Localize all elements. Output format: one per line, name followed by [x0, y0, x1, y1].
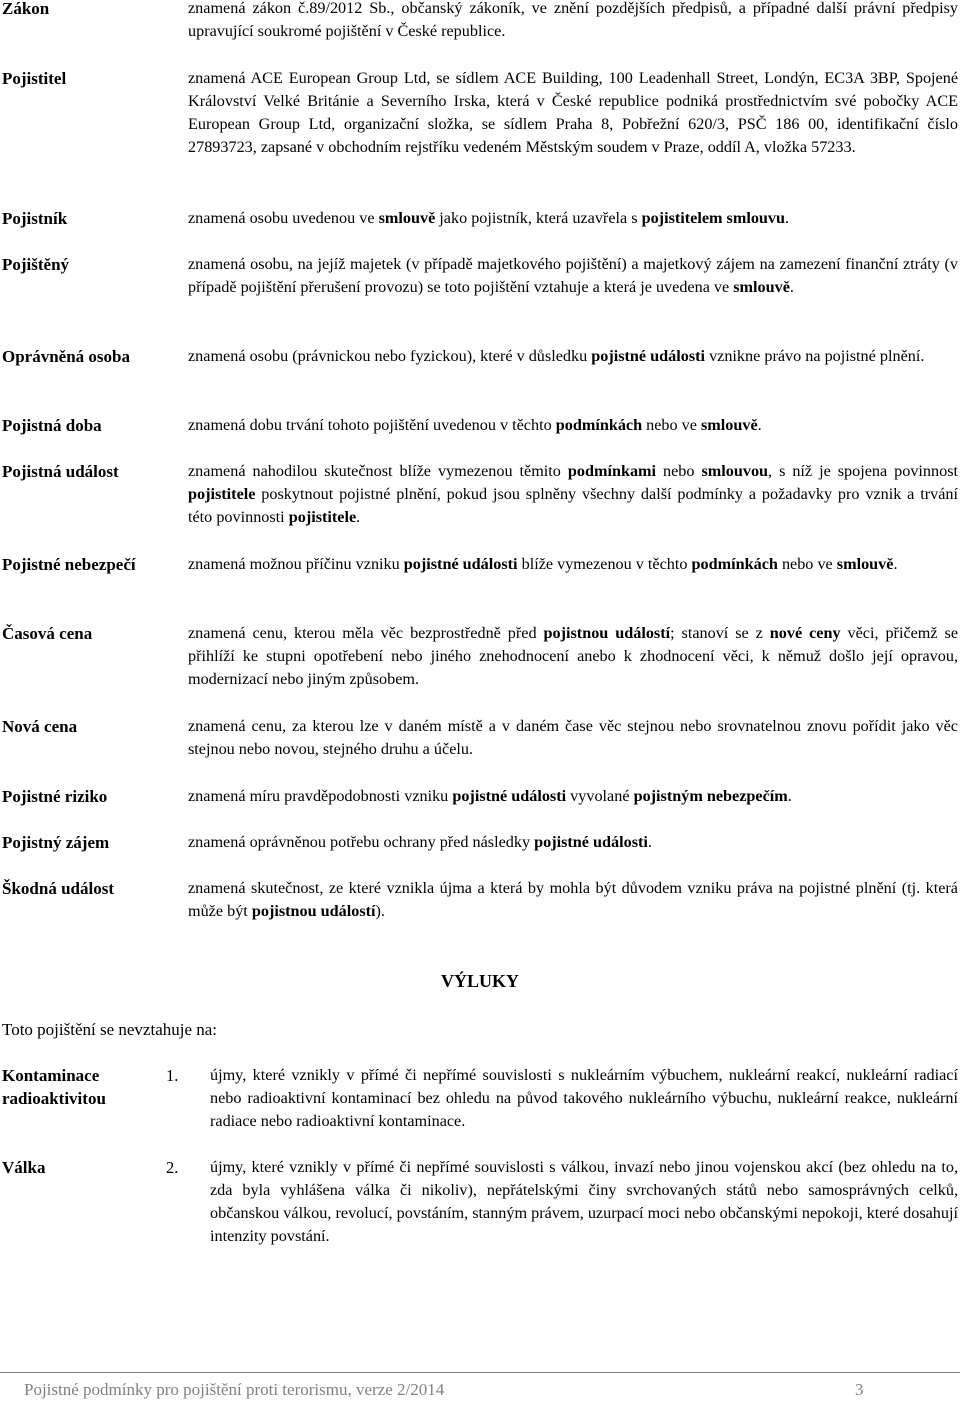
term-pojistitel: Pojistitel [2, 69, 67, 88]
definition-text: . [757, 416, 762, 434]
defined-term-reference: smlouvě [378, 209, 436, 227]
defined-term-reference: pojistné události [591, 347, 706, 365]
def-skodna-udalost [188, 877, 958, 923]
exclusion-text: újmy, které vznikly v přímé či nepřímé souvislosti s nukleárním výbuchem, nukleární reakcí, nukleární radiací nebo radioaktivní kontaminací bez ohledu na původ takového nukleárního výbuchu, nukleární reakce, nukleární radiace nebo radioaktivní kontaminace. [210, 1066, 958, 1130]
definition-text: , s níž je spojena povinnost [768, 462, 959, 480]
exclusion-text: újmy, které vznikly v přímé či nepřímé souvislosti s válkou, invazí nebo jinou vojenskou akcí (bez ohledu na to, zda byla vyhlášena válka či nikoliv), nepřátelskými činy svrchovaných států nebo samosprávných celků, občanskou válkou, revolucí, povstáním, stanným právem, uzurpací moci nebo občanskými nepokoji, které dosahují intenzity povstání. [210, 1158, 958, 1245]
definition-text: znamená osobu uvedenou ve [188, 209, 379, 227]
defined-term-reference: podmínkách [691, 555, 778, 573]
defined-term-reference: podmínkách [555, 416, 643, 434]
term-pojisteny: Pojištěný [2, 255, 70, 274]
definition-text: nebo [656, 462, 702, 480]
defined-term-reference: pojistné události [403, 555, 518, 573]
defined-term-reference: podmínkami [567, 462, 657, 480]
term-zakon: Zákon [2, 0, 50, 18]
footer-rule [0, 1372, 960, 1373]
defined-term-reference: pojistnou událostí [251, 902, 376, 920]
defined-term-reference: smlouvě [836, 555, 894, 573]
definition-text: . [787, 787, 792, 805]
defined-term-reference: pojistitelem smlouvu [641, 209, 786, 227]
defined-term-reference: pojistné události [452, 787, 567, 805]
defined-term-reference: nové ceny [769, 624, 841, 642]
defined-term-reference: pojistným nebezpečím [633, 787, 788, 805]
definition-text: poskytnout pojistné plnění, pokud jsou splněny všechny další podmínky a požadavky pro vznik a trvání této povinnosti [188, 485, 958, 526]
definition-text: znamená skutečnost, ze které vznikla újma a která by mohla být důvodem vzniku práva na pojistné plnění (tj. která může být [188, 879, 958, 920]
definition-text: . [893, 555, 898, 573]
def-pojistna-doba [188, 414, 958, 437]
definition-text: znamená nahodilou skutečnost blíže vymezenou těmito [188, 462, 568, 480]
definition-text: znamená osobu, na jejíž majetek (v případě majetkového pojištění) a majetkový zájem na zamezení finanční ztráty (v případě pojištění přerušení provozu) se toto pojištění vztahuje a která je uvedena ve [188, 255, 958, 296]
footer-title: Pojistné podmínky pro pojištění proti terorismu, verze 2/2014 [24, 1380, 445, 1399]
definition-text: . [647, 833, 652, 851]
page-number: 3 [855, 1380, 864, 1399]
definition-text: znamená osobu (právnickou nebo fyzickou), které v důsledku [188, 347, 592, 365]
exclusions-intro: Toto pojištění se nevztahuje na: [2, 1020, 218, 1039]
definition-text: znamená možnou příčinu vzniku [188, 555, 404, 573]
definition-text: vznikne právo na pojistné plnění. [705, 347, 925, 365]
definition-text: znamená dobu trvání tohoto pojištění uvedenou v těchto [188, 416, 556, 434]
exclusions-heading: VÝLUKY [440, 971, 519, 991]
term-opravnena-osoba: Oprávněná osoba [2, 347, 130, 366]
term-pojistna-doba: Pojistná doba [2, 416, 102, 435]
term-pojistny-zajem: Pojistný zájem [2, 833, 110, 852]
def-nova-cena: znamená cenu, za kterou lze v daném místě a v daném čase věc stejnou nebo srovnatelnou znovu pořídit jako věc stejnou nebo novou, stejného druhu a účelu. [188, 717, 958, 758]
defined-term-reference: pojistitele [188, 485, 256, 503]
definition-text: blíže vymezenou v těchto [517, 555, 692, 573]
defined-term-reference: pojistné události [534, 833, 648, 851]
def-pojistna-udalost [188, 460, 958, 529]
def-pojistnik [188, 207, 958, 230]
def-pojisteny [188, 253, 958, 299]
defined-term-reference: pojistitele [288, 508, 357, 526]
term-pojistne-nebezpeci: Pojistné nebezpečí [2, 555, 136, 574]
defined-term-reference: smlouvě [701, 416, 758, 434]
definition-text: nebo ve [777, 555, 837, 573]
definition-text: ; stanoví se z [670, 624, 770, 642]
def-opravnena-osoba [188, 345, 958, 368]
term-pojistne-riziko: Pojistné riziko [2, 787, 108, 806]
exclusion-number: 2. [166, 1158, 179, 1177]
definition-text: . [789, 278, 794, 296]
def-zakon: znamená zákon č.89/2012 Sb., občanský zákoník, ve znění pozdějších předpisů, a případné další právní předpisy upravující soukromé pojištění v České republice. [188, 0, 958, 40]
def-pojistne-riziko [188, 785, 958, 808]
exclusion-number: 1. [166, 1066, 179, 1085]
definition-text: znamená míru pravděpodobnosti vzniku [188, 787, 453, 805]
term-skodna-udalost: Škodná událost [2, 879, 114, 898]
defined-term-reference: smlouvě [733, 278, 790, 296]
definition-text: jako pojistník, která uzavřela s [435, 209, 642, 227]
definition-text: vyvolané [566, 787, 634, 805]
exclusion-term: Válka [2, 1158, 46, 1177]
definition-text: . [356, 508, 361, 526]
definition-text: . [785, 209, 790, 227]
def-pojistne-nebezpeci [188, 553, 958, 576]
term-casova-cena: Časová cena [2, 624, 93, 643]
defined-term-reference: smlouvou [701, 462, 769, 480]
defined-term-reference: pojistnou událostí [543, 624, 671, 642]
term-pojistna-udalost: Pojistná událost [2, 462, 119, 481]
def-pojistitel: znamená ACE European Group Ltd, se sídlem ACE Building, 100 Leadenhall Street, Londýn, EC3A 3BP, Spojené Království Velké Británie a Severního Irska, která v České republice podniká prostřednictvím své pobočky ACE European Group Ltd, organizační složka, se sídlem Praha 8, Pobřežní 620/3, PSČ 186 00, identifikační číslo 27893723, zapsané v obchodním rejstříku vedeném Městským soudem v Praze, oddíl A, vložka 57233. [188, 69, 958, 156]
definition-text: znamená oprávněnou potřebu ochrany před následky [188, 833, 535, 851]
def-pojistny-zajem [188, 831, 958, 854]
term-pojistnik: Pojistník [2, 209, 68, 228]
exclusion-term: Kontaminace radioaktivitou [2, 1066, 106, 1108]
def-casova-cena [188, 622, 958, 691]
definition-text: nebo ve [642, 416, 701, 434]
definition-text: ). [375, 902, 385, 920]
definition-text: věci, přičemž se přihlíží ke stupni opotřebení nebo jiného znehodnocení anebo k zhodnocení věci, k němuž došlo její opravou, modernizací nebo jiným způsobem. [188, 624, 959, 688]
definition-text: znamená cenu, kterou měla věc bezprostředně před [188, 624, 544, 642]
term-nova-cena: Nová cena [2, 717, 78, 736]
